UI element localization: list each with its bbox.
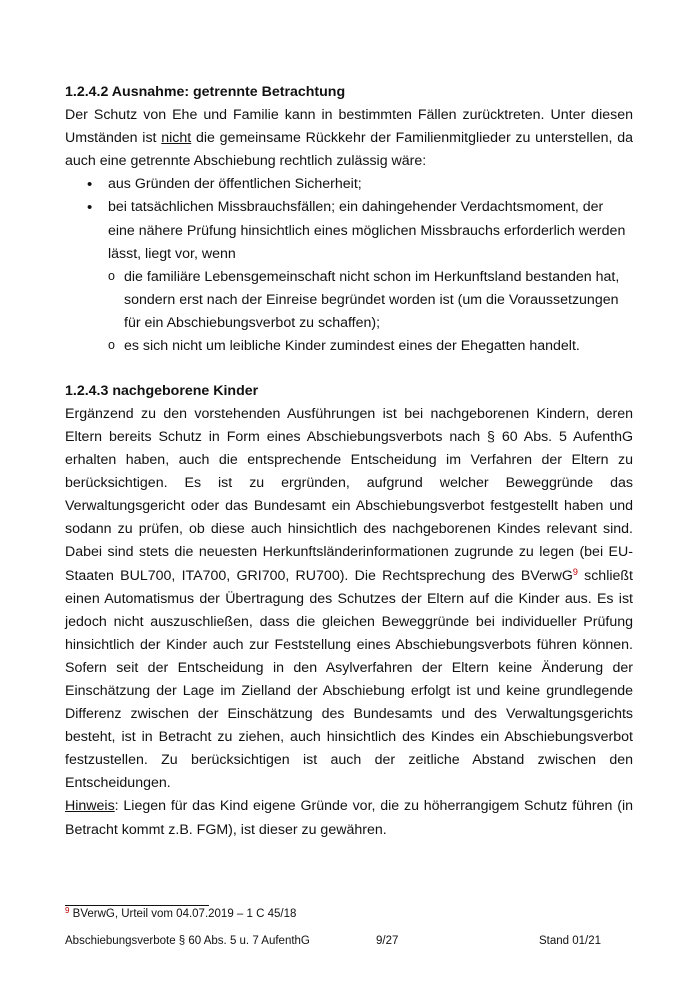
section-intro-paragraph: Der Schutz von Ehe und Familie kann in bestimmten Fällen zurücktreten. Unter diesen Umständen ist nicht die gemeinsame Rückkehr der Familienmitglieder zu unterstellen, da auch eine getrennte Abschiebung rechtlich zulässig wäre: — [65, 107, 633, 170]
list-item: • aus Gründen der öffentlichen Sicherheit; — [65, 173, 633, 196]
exception-list — [65, 173, 633, 357]
footer-version: Stand 01/21 — [538, 935, 601, 947]
footnote-number: 9 — [65, 906, 70, 915]
section-nachgeborene-kinder — [65, 380, 633, 842]
hint-paragraph: Hinweis: Liegen für das Kind eigene Gründe vor, die zu höherrangigem Schutz führen (in Betracht kommt z.B. FGM), ist dieser zu gewähren. — [65, 798, 633, 838]
section-heading: 1.2.4.3 nachgeborene Kinder — [65, 382, 259, 399]
sub-list — [108, 266, 633, 358]
footnote — [65, 907, 296, 921]
footnote-reference[interactable]: 9 — [572, 566, 578, 577]
footnote-text: BVerwG, Urteil vom 04.07.2019 – 1 C 45/18 — [69, 908, 297, 920]
hint-label: Hinweis — [65, 798, 115, 815]
sub-list-item: o es sich nicht um leibliche Kinder zumindest eines der Ehegatten handelt. — [108, 335, 633, 358]
page-number: 9/27 — [376, 935, 399, 947]
page-body — [65, 81, 633, 842]
underlined-word: nicht — [161, 130, 192, 147]
list-item: • bei tatsächlichen Missbrauchsfällen; ein dahingehender Verdachtsmoment, der eine nähere Prüfung hinsichtlich eines möglichen Missbrauchs erforderlich werden lässt, liegt vor, wenn o die familiäre Lebensgemeinschaft nicht schon im Herkunftsland bestanden hat, sondern erst nach der Einreise begründet worden ist (um die Voraussetzungen für ein Abschiebungsverbot zu schaffen); o es sich nicht um leibliche Kinder zumindest eines der Ehegatten handelt. — [65, 196, 633, 357]
footer-document-title: Abschiebungsverbote § 60 Abs. 5 u. 7 AufenthG — [65, 935, 310, 947]
section-heading: 1.2.4.2 Ausnahme: getrennte Betrachtung — [65, 84, 346, 100]
footnote-separator — [65, 905, 209, 906]
section-getrennte-betrachtung — [65, 81, 633, 358]
sub-list-item: o die familiäre Lebensgemeinschaft nicht schon im Herkunftsland bestanden hat, sondern erst nach der Einreise begründet worden ist (um die Voraussetzungen für ein Abschiebungsverbot zu schaffen); — [108, 266, 633, 335]
body-paragraph: Ergänzend zu den vorstehenden Ausführungen ist bei nachgeborenen Kindern, deren Eltern bereits Schutz in Form eines Abschiebungsverbots nach § 60 Abs. 5 AufenthG erhalten haben, auch die entsprechende Entscheidung im Verfahren der Eltern zu berücksichtigen. Es ist zu ergründen, aufgrund welcher Beweggründe das Verwaltungsgericht oder das Bundesamt ein Abschiebungsverbot festgestellt haben und sodann zu prüfen, ob diese auch hinsichtlich des nachgeborenen Kindes relevant sind. Dabei sind stets die neuesten Herkunftsländerinformationen zugrunde zu legen (bei EU-Staaten BUL700, ITA700, GRI700, RU700). Die Rechtsprechung des BVerwG$^9$ schließt einen Automatismus der Übertragung des Schutzes der Eltern auf die Kinder aus. Es ist jedoch nicht auszuschließen, dass die gleichen Beweggründe bei individueller Prüfung hinsichtlich der Kinder auch zur Feststellung eines Abschiebungsverbots führen können. Sofern seit der Entscheidung in den Asylverfahren der Eltern keine Änderung der Einschätzung der Lage im Zielland der Abschiebung erfolgt ist und keine grundlegende Differenz zwischen der Einschätzung des Bundesamts und des Verwaltungsgerichts besteht, ist in Betracht zu ziehen, auch hinsichtlich des Kindes ein Abschiebungsverbot festzustellen. Zu berücksichtigen ist auch der zeitliche Abstand zwischen den Entscheidungen. — [65, 405, 633, 792]
